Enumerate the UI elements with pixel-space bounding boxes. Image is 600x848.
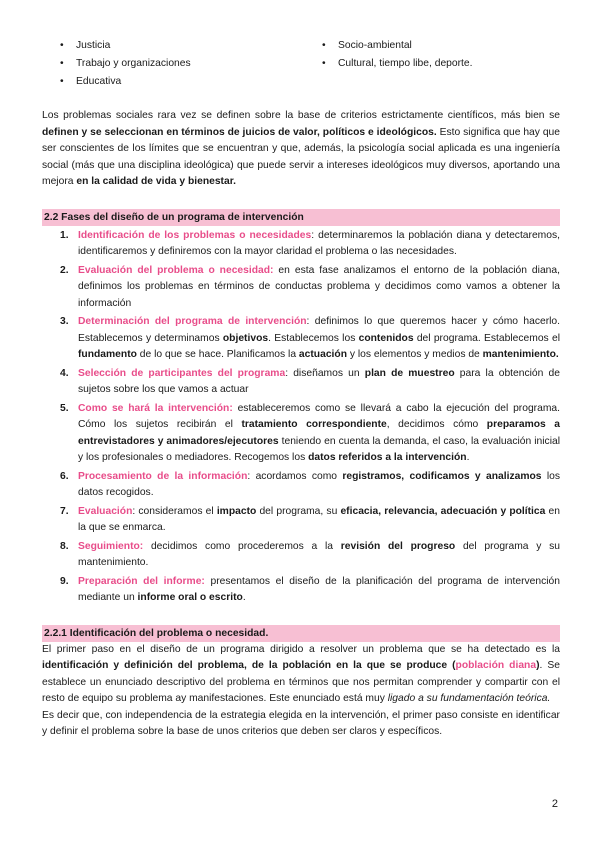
phase-item [42,574,560,607]
text-run: para la obtención de sujetos sobre los que vamos a actuar [78,367,560,395]
phase-number: 5. [60,402,69,414]
bold-text: actuación [298,349,347,360]
bold-text: definen y se seleccionan en términos de juicios de valor, políticos e ideológicos. [42,126,437,138]
bold-text: objetivos [222,332,269,344]
section-paragraph-2: Es decir que, con independencia de la estrategia elegida en la intervención, el primer paso consiste en identificar y definir el problema sobre la base de unos criterios que deben ser claros y específicos. [42,709,560,737]
highlight-text: Evaluación [78,505,133,517]
highlight-text: Procesamiento de la información [78,470,248,482]
section-paragraph-1 [42,642,560,708]
text-run: los datos recogidos. [78,470,560,498]
text-run: del programa. Establecemos el [413,332,560,344]
text-run: : acordamos como [247,470,343,482]
bold-text: registramos, codificamos y analizamos [342,470,542,482]
highlight-text: Evaluación del problema o necesidad: [78,264,274,276]
bullet-columns [42,38,560,92]
text-run: . Establecemos los [268,332,359,344]
text-run: : consideramos el [132,505,217,517]
text-run: : definimos lo que queremos hacer y cómo hacerlo. Establecemos y determinamos [78,316,560,344]
bold-text: mantenimiento. [482,349,559,360]
phase-item [42,504,560,537]
bold-text: informe oral o escrito [137,592,243,603]
bold-text: revisión del progreso [340,540,456,552]
bold-text: eficacia, relevancia, adecuación y política [340,505,546,517]
list-item: • Justicia [42,38,304,56]
text-run: . [242,592,246,603]
phase-item [42,469,560,502]
page-number: 2 [551,798,558,810]
section-heading-2-2-1: 2.2.1 Identificación del problema o necesidad. [42,625,560,642]
italic-text: ligado a su fundamentación teórica. [387,693,551,704]
highlight-text: Preparación del informe: [78,575,205,587]
phase-item [42,263,560,313]
phase-number: 9. [60,575,69,587]
text-run: del programa, su [256,505,341,517]
text-run: El primer paso en el diseño de un programa dirigido a resolver un problema que se ha detectado es la [42,643,560,655]
text-run: y los elementos y medios de [347,349,483,360]
text-run: Los problemas sociales rara vez se definen sobre la base de criterios estrictamente científicos, más bien se [42,110,560,121]
bold-text: preparamos a entrevistadores y animadores/ejecutores [78,419,561,447]
highlight-text: Seguimiento: [78,540,144,552]
text-run: de lo que se hace. Planificamos la [136,349,299,360]
phase-number: 7. [60,505,69,517]
highlight-text: Identificación de los problemas o necesidades [78,229,312,241]
phase-number: 3. [60,316,69,327]
bold-text: datos referidos a la intervención [308,452,467,463]
text-run: del programa y su mantenimiento. [78,540,561,568]
phase-item [42,314,560,364]
intro-paragraph [42,108,560,191]
bullet-list-right [304,38,560,92]
list-item: • Educativa [42,74,304,92]
bold-text: fundamento [78,349,137,360]
bold-text: identificación y definición del problema, de la población en la que se produce ( [42,660,456,671]
page-content [42,38,560,741]
text-run: presentamos el diseño de la planificación del programa de intervención mediante un [78,575,560,603]
phase-number: 6. [60,470,69,482]
phase-item [42,366,560,399]
text-run: estableceremos como se llevará a cabo la ejecución del programa. Cómo los sujetos recibirán el [78,402,560,430]
phase-number: 8. [60,540,69,552]
phase-item [42,401,560,467]
bold-text: en la calidad de vida y bienestar. [76,176,237,187]
list-item: • Socio-ambiental [304,38,560,56]
highlight-text: Selección de participantes del programa [78,367,286,379]
phase-item [42,539,560,572]
highlight-text: población diana [455,660,537,671]
phase-number: 1. [60,229,69,241]
text-run: : determinaremos la población diana y detectaremos, identificaremos y definiremos con la mayor claridad el problema o las necesidades. [78,229,560,257]
bold-text: plan de muestreo [364,367,455,379]
bullet-list-left [42,38,304,92]
phase-list [42,228,560,607]
bold-text: impacto [216,505,257,517]
bold-text: ) [536,660,540,671]
bold-text: contenidos [358,332,414,344]
text-run: teniendo en cuenta la demanda, el caso, la evaluación inicial y los profesionales o mediadores. Recogemos los [78,435,561,463]
text-run: . Se establece un enunciado descriptivo del problema en términos que nos permitan comprender y compartir con el resto de equipo su problema ay manifestaciones. Este enunciado está muy [42,660,560,704]
text-run: Esto significa que hay que ser conscientes de los límites que se encuentran y que, además, la psicología social aplicada es una ingeniería social (más que una disciplina ideológica) que puede servir a intereses ideológicos muy diversos, aportando una mejora [42,126,560,187]
phase-number: 4. [60,367,69,379]
text-run: en esta fase analizamos el entorno de la población diana, definimos los problemas en términos de conductas problema y decidimos como vamos a obtener la información [78,264,560,309]
list-item: • Cultural, tiempo libe, deporte. [304,56,560,74]
text-run: decidimos como procederemos a la [143,540,341,552]
highlight-text: Determinación del programa de intervención [78,316,307,327]
text-run: . [466,452,470,463]
highlight-text: Como se hará la intervención: [78,402,233,414]
list-item: • Trabajo y organizaciones [42,56,304,74]
phase-item [42,228,560,261]
text-run: : diseñamos un [285,367,365,379]
text-run: , decidimos cómo [386,419,487,430]
phase-number: 2. [60,264,69,276]
section-heading-2-2: 2.2 Fases del diseño de un programa de intervención [42,209,560,226]
bold-text: tratamiento correspondiente [241,419,387,430]
text-run: en la que se enmarca. [78,505,560,533]
